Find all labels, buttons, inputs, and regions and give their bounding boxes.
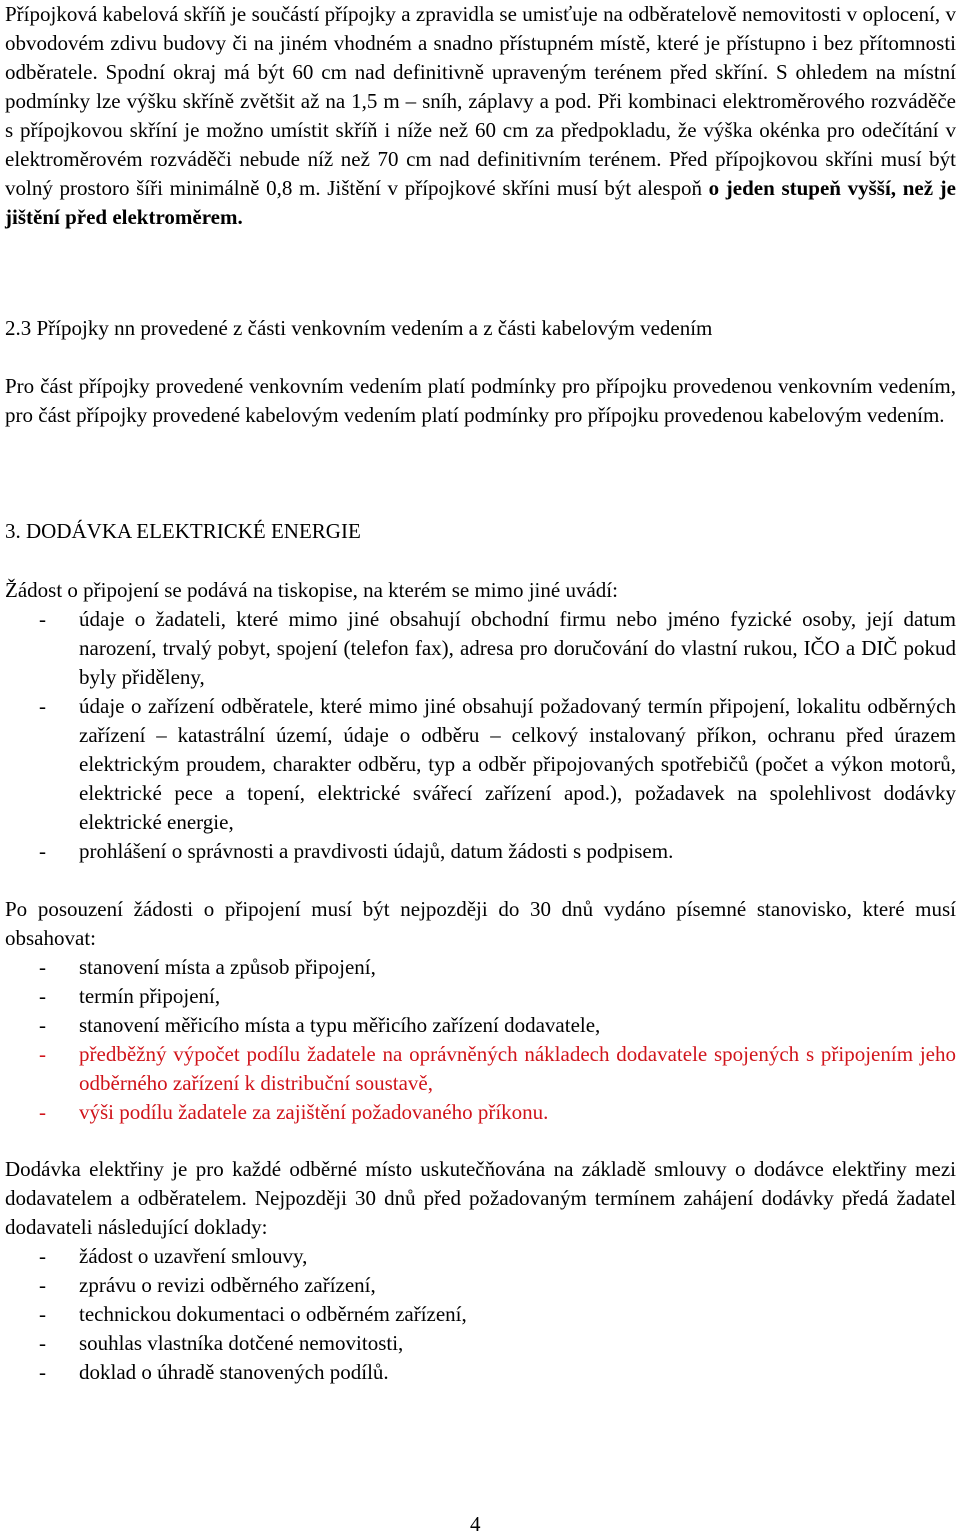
page-number: 4 (470, 1512, 481, 1536)
list-item-highlighted (5, 1098, 956, 1127)
list-item-text: souhlas vlastníka dotčené nemovitosti, (79, 1331, 404, 1355)
delivery-intro: Dodávka elektřiny je pro každé odběrné místo uskutečňována na základě smlouvy o dodávce elektřiny mezi dodavatelem a odběratelem. Nejpozději 30 dnů před požadovaným termínem zahájení dodávky předá žadatel dodavateli následující doklady: (5, 1157, 956, 1239)
list-dash: - (39, 1273, 46, 1297)
list-item-text: stanovení místa a způsob připojení, (79, 955, 376, 979)
list-item (5, 1011, 956, 1040)
list-dash: - (39, 1042, 46, 1066)
list-item-text: údaje o zařízení odběratele, které mimo jiné obsahují požadovaný termín připojení, lokalitu odběrných zařízení – katastrální území, údaje o odběru – celkový instalovaný příkon, ochranu před úrazem elektrickým proudem, charakter odběru, typ a odběr připojovaných spotřebičů (počet a výkon motorů, elektrické pece a topení, elektrické svářecí zařízení apod.), požadavek na spolehlivost dodávky elektrické energie, (79, 694, 956, 834)
section-2-3-heading: 2.3 Přípojky nn provedené z části venkovním vedením a z části kabelovým vedením (5, 316, 713, 340)
section-2-3-paragraph: Pro část přípojky provedené venkovním vedením platí podmínky pro přípojku provedenou venkovním vedením, pro část přípojky provedené kabelovým vedením platí podmínky pro přípojku provedenou kabelovým vedením. (5, 374, 956, 427)
decision-intro: Po posouzení žádosti o připojení musí být nejpozději do 30 dnů vydáno písemné stanovisko, které musí obsahovat: (5, 897, 956, 950)
list-item (5, 982, 956, 1011)
list-item (5, 953, 956, 982)
list-dash: - (39, 1013, 46, 1037)
list-item (5, 1329, 956, 1358)
list-dash: - (39, 607, 46, 631)
list-item-text: termín připojení, (79, 984, 221, 1008)
delivery-block (5, 1155, 956, 1387)
paragraph-connection-box-bold: o jeden stupeň vyšší, než je jištění před elektroměrem. (5, 176, 956, 229)
application-list (5, 605, 956, 866)
list-item-text: údaje o žadateli, které mimo jiné obsahují obchodní firmu nebo jméno fyzické osoby, její datum narození, trvalý pobyt, spojení (telefon fax), adresa pro doručování do vlastní rukou, IČO a DIČ pokud byly přiděleny, (79, 607, 956, 689)
paragraph-connection-box (5, 0, 956, 232)
document-page (5, 0, 956, 1536)
list-dash: - (39, 1360, 46, 1384)
list-item-text: prohlášení o správnosti a pravdivosti údajů, datum žádosti s podpisem. (79, 839, 674, 863)
list-item (5, 1358, 956, 1387)
list-item-text: žádost o uzavření smlouvy, (79, 1244, 308, 1268)
list-item-text: výši podílu žadatele za zajištění požadovaného příkonu. (79, 1100, 549, 1124)
list-dash: - (39, 839, 46, 863)
list-item-text: technickou dokumentaci o odběrném zařízení, (79, 1302, 467, 1326)
list-item (5, 837, 956, 866)
list-item-text: zprávu o revizi odběrného zařízení, (79, 1273, 376, 1297)
list-item (5, 1300, 956, 1329)
application-block (5, 576, 956, 866)
list-item-text: stanovení měřicího místa a typu měřicího zařízení dodavatele, (79, 1013, 601, 1037)
paragraph-connection-box-text: Přípojková kabelová skříň je součástí přípojky a zpravidla se umisťuje na odběratelově nemovitosti v oplocení, v obvodovém zdivu budovy či na jiném vhodném a snadno přístupném místě, které je přístupno i bez přítomnosti odběratele. Spodní okraj má být 60 cm nad definitivně upraveným terénem před skříní. S ohledem na místní podmínky lze výšku skříně zvětšit až na 1,5 m – sníh, záplavy a pod. Při kombinaci elektroměrového rozváděče s přípojkovou skříní je možno umístit skříň i níže než 60 cm za předpokladu, že výška okénka pro odečítání v elektroměrovém rozváděči nebude níž než 70 cm nad definitivním terénem. Před přípojkovou skříni musí být volný prostoro šíři minimálně 0,8 m. Jištění v přípojkové skříni musí být alespoň (5, 2, 956, 200)
list-dash: - (39, 955, 46, 979)
list-item-text: předběžný výpočet podílu žadatele na oprávněných nákladech dodavatele spojených s připojením jeho odběrného zařízení k distribuční soustavě, (79, 1042, 956, 1095)
decision-list (5, 953, 956, 1127)
list-dash: - (39, 694, 46, 718)
list-dash: - (39, 1331, 46, 1355)
list-dash: - (39, 984, 46, 1008)
list-item (5, 1242, 956, 1271)
list-item-text: doklad o úhradě stanovených podílů. (79, 1360, 389, 1384)
list-item (5, 1271, 956, 1300)
list-dash: - (39, 1100, 46, 1124)
list-dash: - (39, 1302, 46, 1326)
list-item-highlighted (5, 1040, 956, 1098)
list-item (5, 692, 956, 837)
section-3-heading: 3. DODÁVKA ELEKTRICKÉ ENERGIE (5, 519, 361, 543)
application-intro: Žádost o připojení se podává na tiskopise, na kterém se mimo jiné uvádí: (5, 578, 618, 602)
decision-block (5, 895, 956, 1127)
delivery-list (5, 1242, 956, 1387)
list-item (5, 605, 956, 692)
list-dash: - (39, 1244, 46, 1268)
